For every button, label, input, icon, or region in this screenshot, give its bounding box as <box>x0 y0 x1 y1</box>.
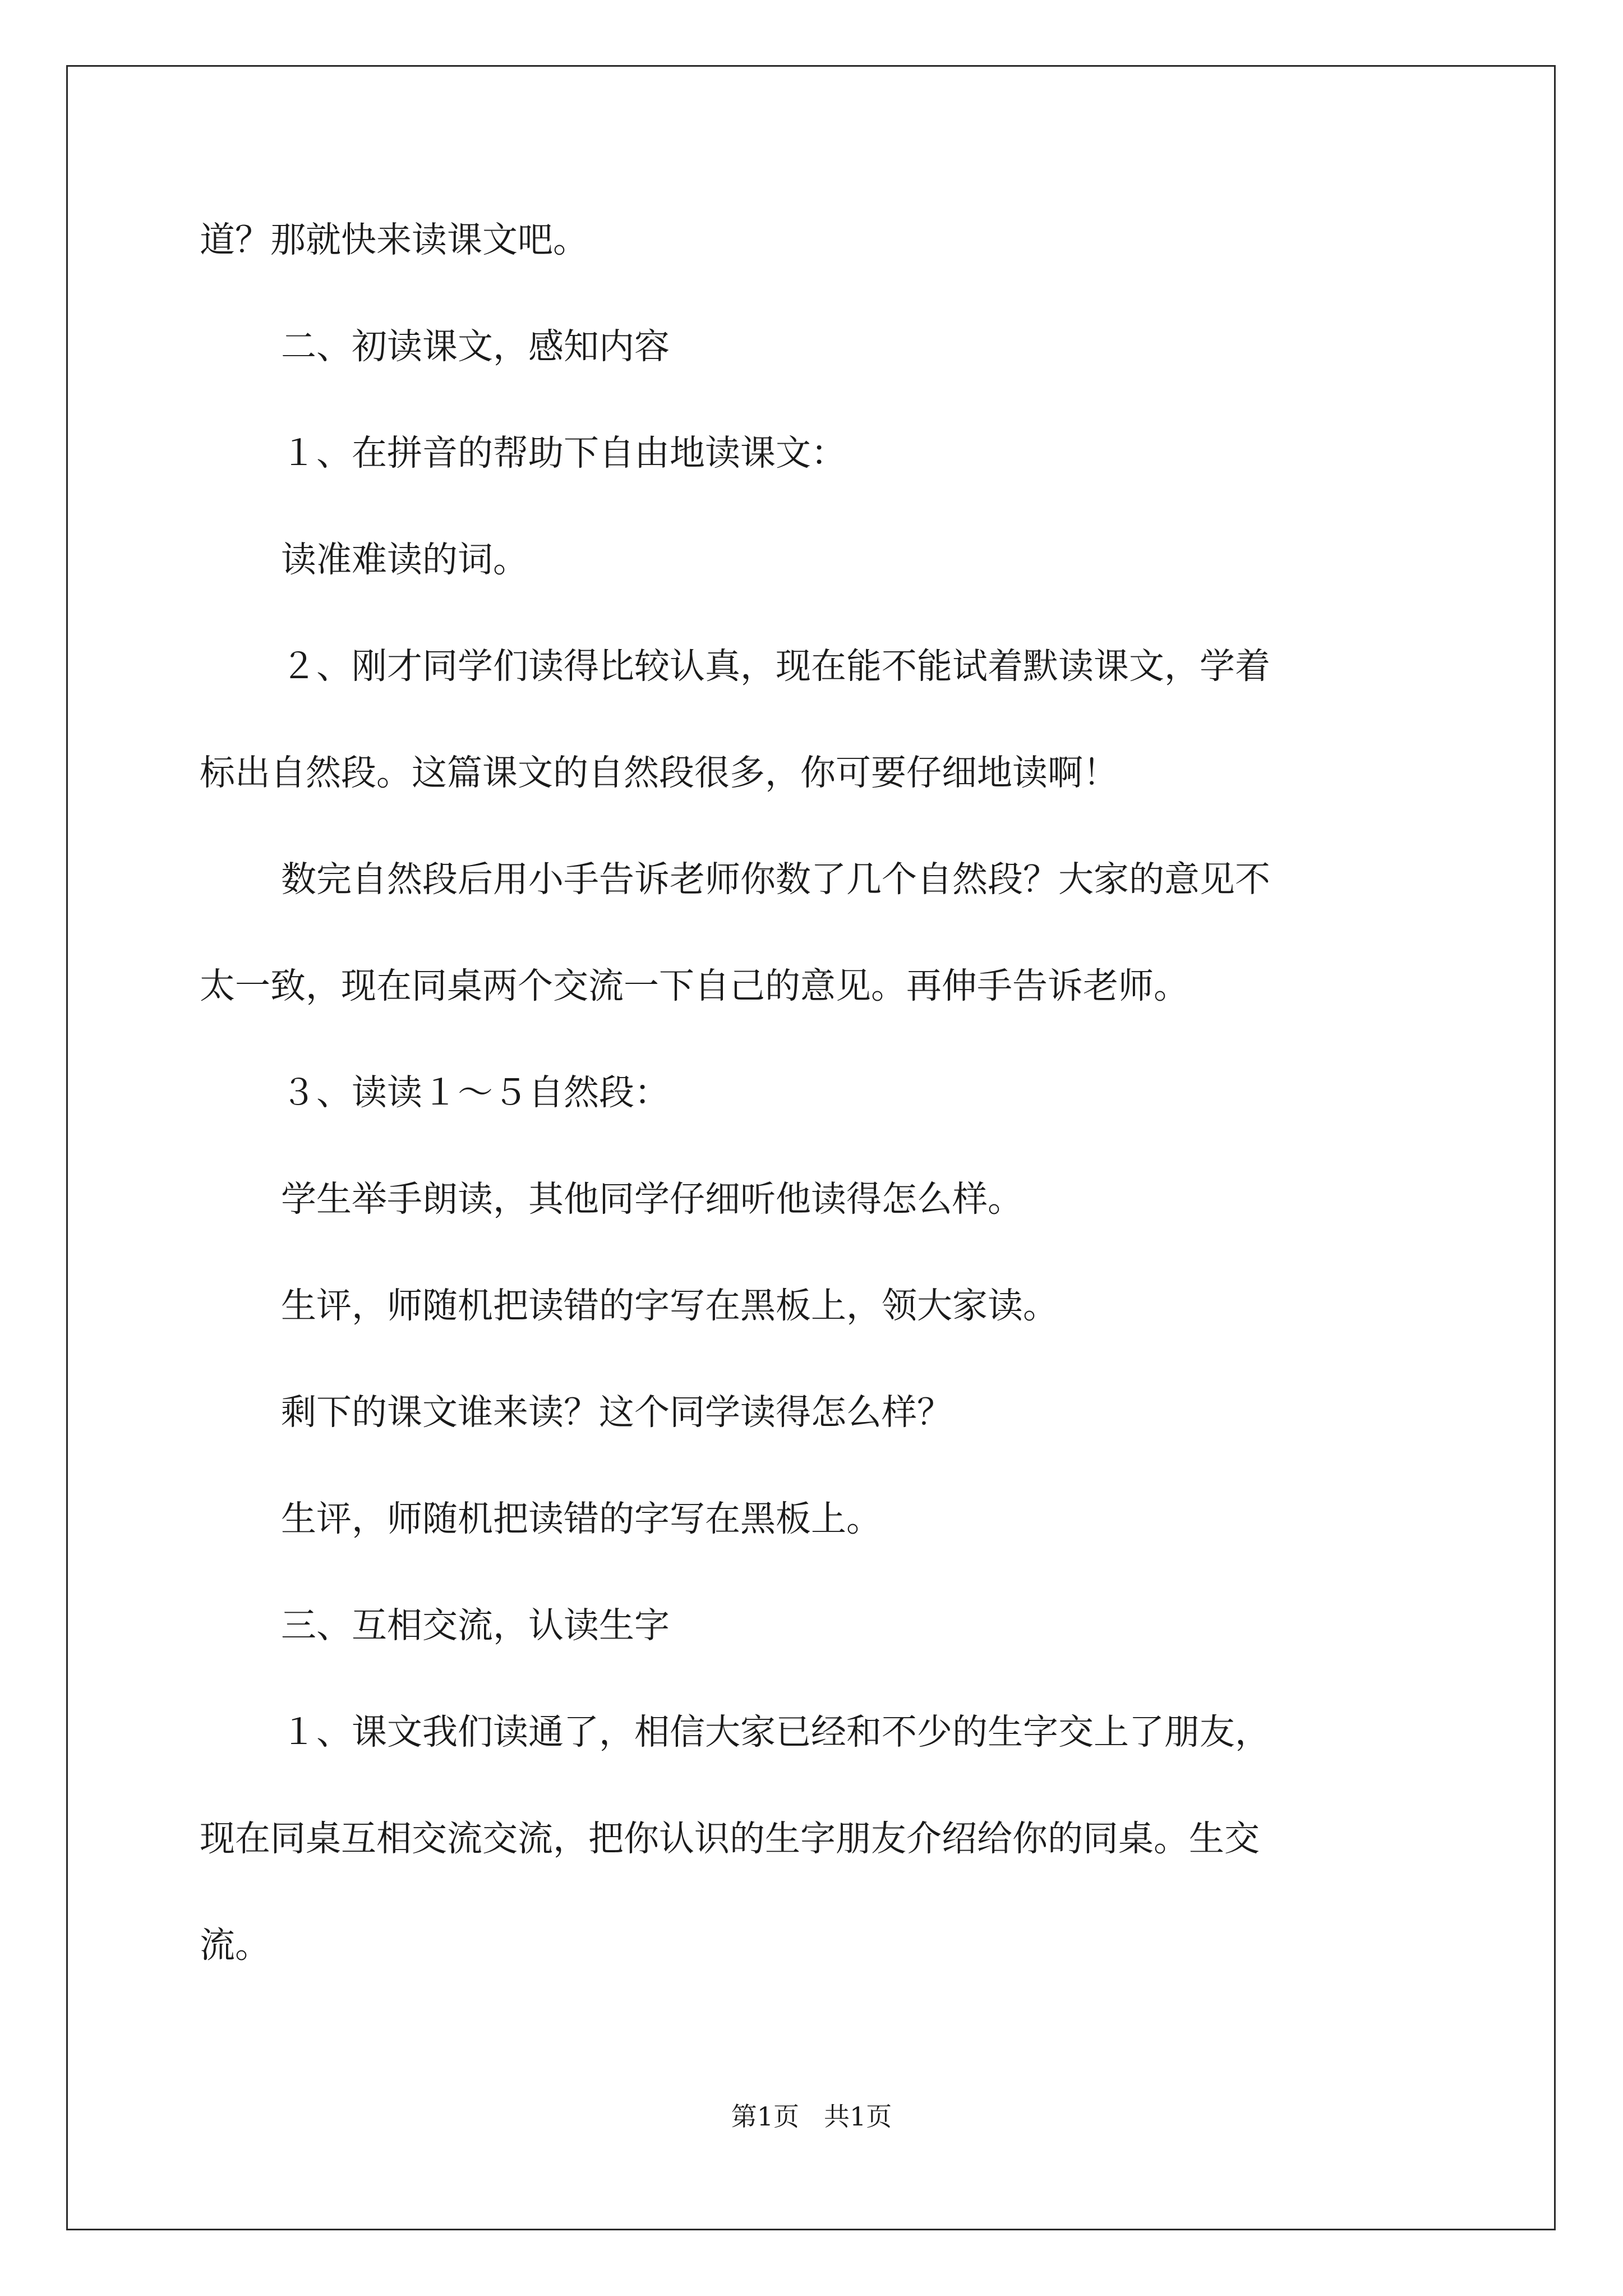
paragraph-line: 读准难读的词。 <box>281 539 528 580</box>
page-number: 第1页 <box>731 2101 800 2132</box>
page-border <box>66 65 1556 2230</box>
paragraph-line: １、课文我们读通了，相信大家已经和不少的生字交上了朋友， <box>281 1711 1270 1752</box>
paragraph-line: 生评，师随机把读错的字写在黑板上。 <box>281 1498 882 1539</box>
paragraph-line: 太一致，现在同桌两个交流一下自己的意见。再伸手告诉老师。 <box>200 965 1189 1006</box>
paragraph-line: 数完自然段后用小手告诉老师你数了几个自然段？大家的意见不 <box>281 859 1270 900</box>
paragraph-line: 现在同桌互相交流交流，把你认识的生字朋友介绍给你的同桌。生交 <box>200 1818 1260 1859</box>
page-footer <box>0 2101 1623 2132</box>
paragraph-line: １、在拼音的帮助下自由地读课文： <box>281 432 846 473</box>
paragraph-line: 学生举手朗读，其他同学仔细听他读得怎么样。 <box>281 1179 1023 1220</box>
section-heading: 二、初读课文，感知内容 <box>281 326 670 367</box>
paragraph-line: ２、刚才同学们读得比较认真，现在能不能试着默读课文，学着 <box>281 646 1270 687</box>
page-total: 共1页 <box>823 2101 892 2132</box>
paragraph-line: ３、读读１～５自然段： <box>281 1072 670 1113</box>
paragraph-line: 生评，师随机把读错的字写在黑板上，领大家读。 <box>281 1285 1058 1326</box>
paragraph-line: 流。 <box>200 1925 270 1966</box>
paragraph-line: 标出自然段。这篇课文的自然段很多，你可要仔细地读啊！ <box>200 752 1118 793</box>
paragraph-line: 剩下的课文谁来读？这个同学读得怎么样？ <box>281 1392 952 1433</box>
footer-spacer <box>799 2101 824 2132</box>
paragraph-line: 道？那就快来读课文吧。 <box>200 219 588 260</box>
section-heading: 三、互相交流，认读生字 <box>281 1605 670 1646</box>
